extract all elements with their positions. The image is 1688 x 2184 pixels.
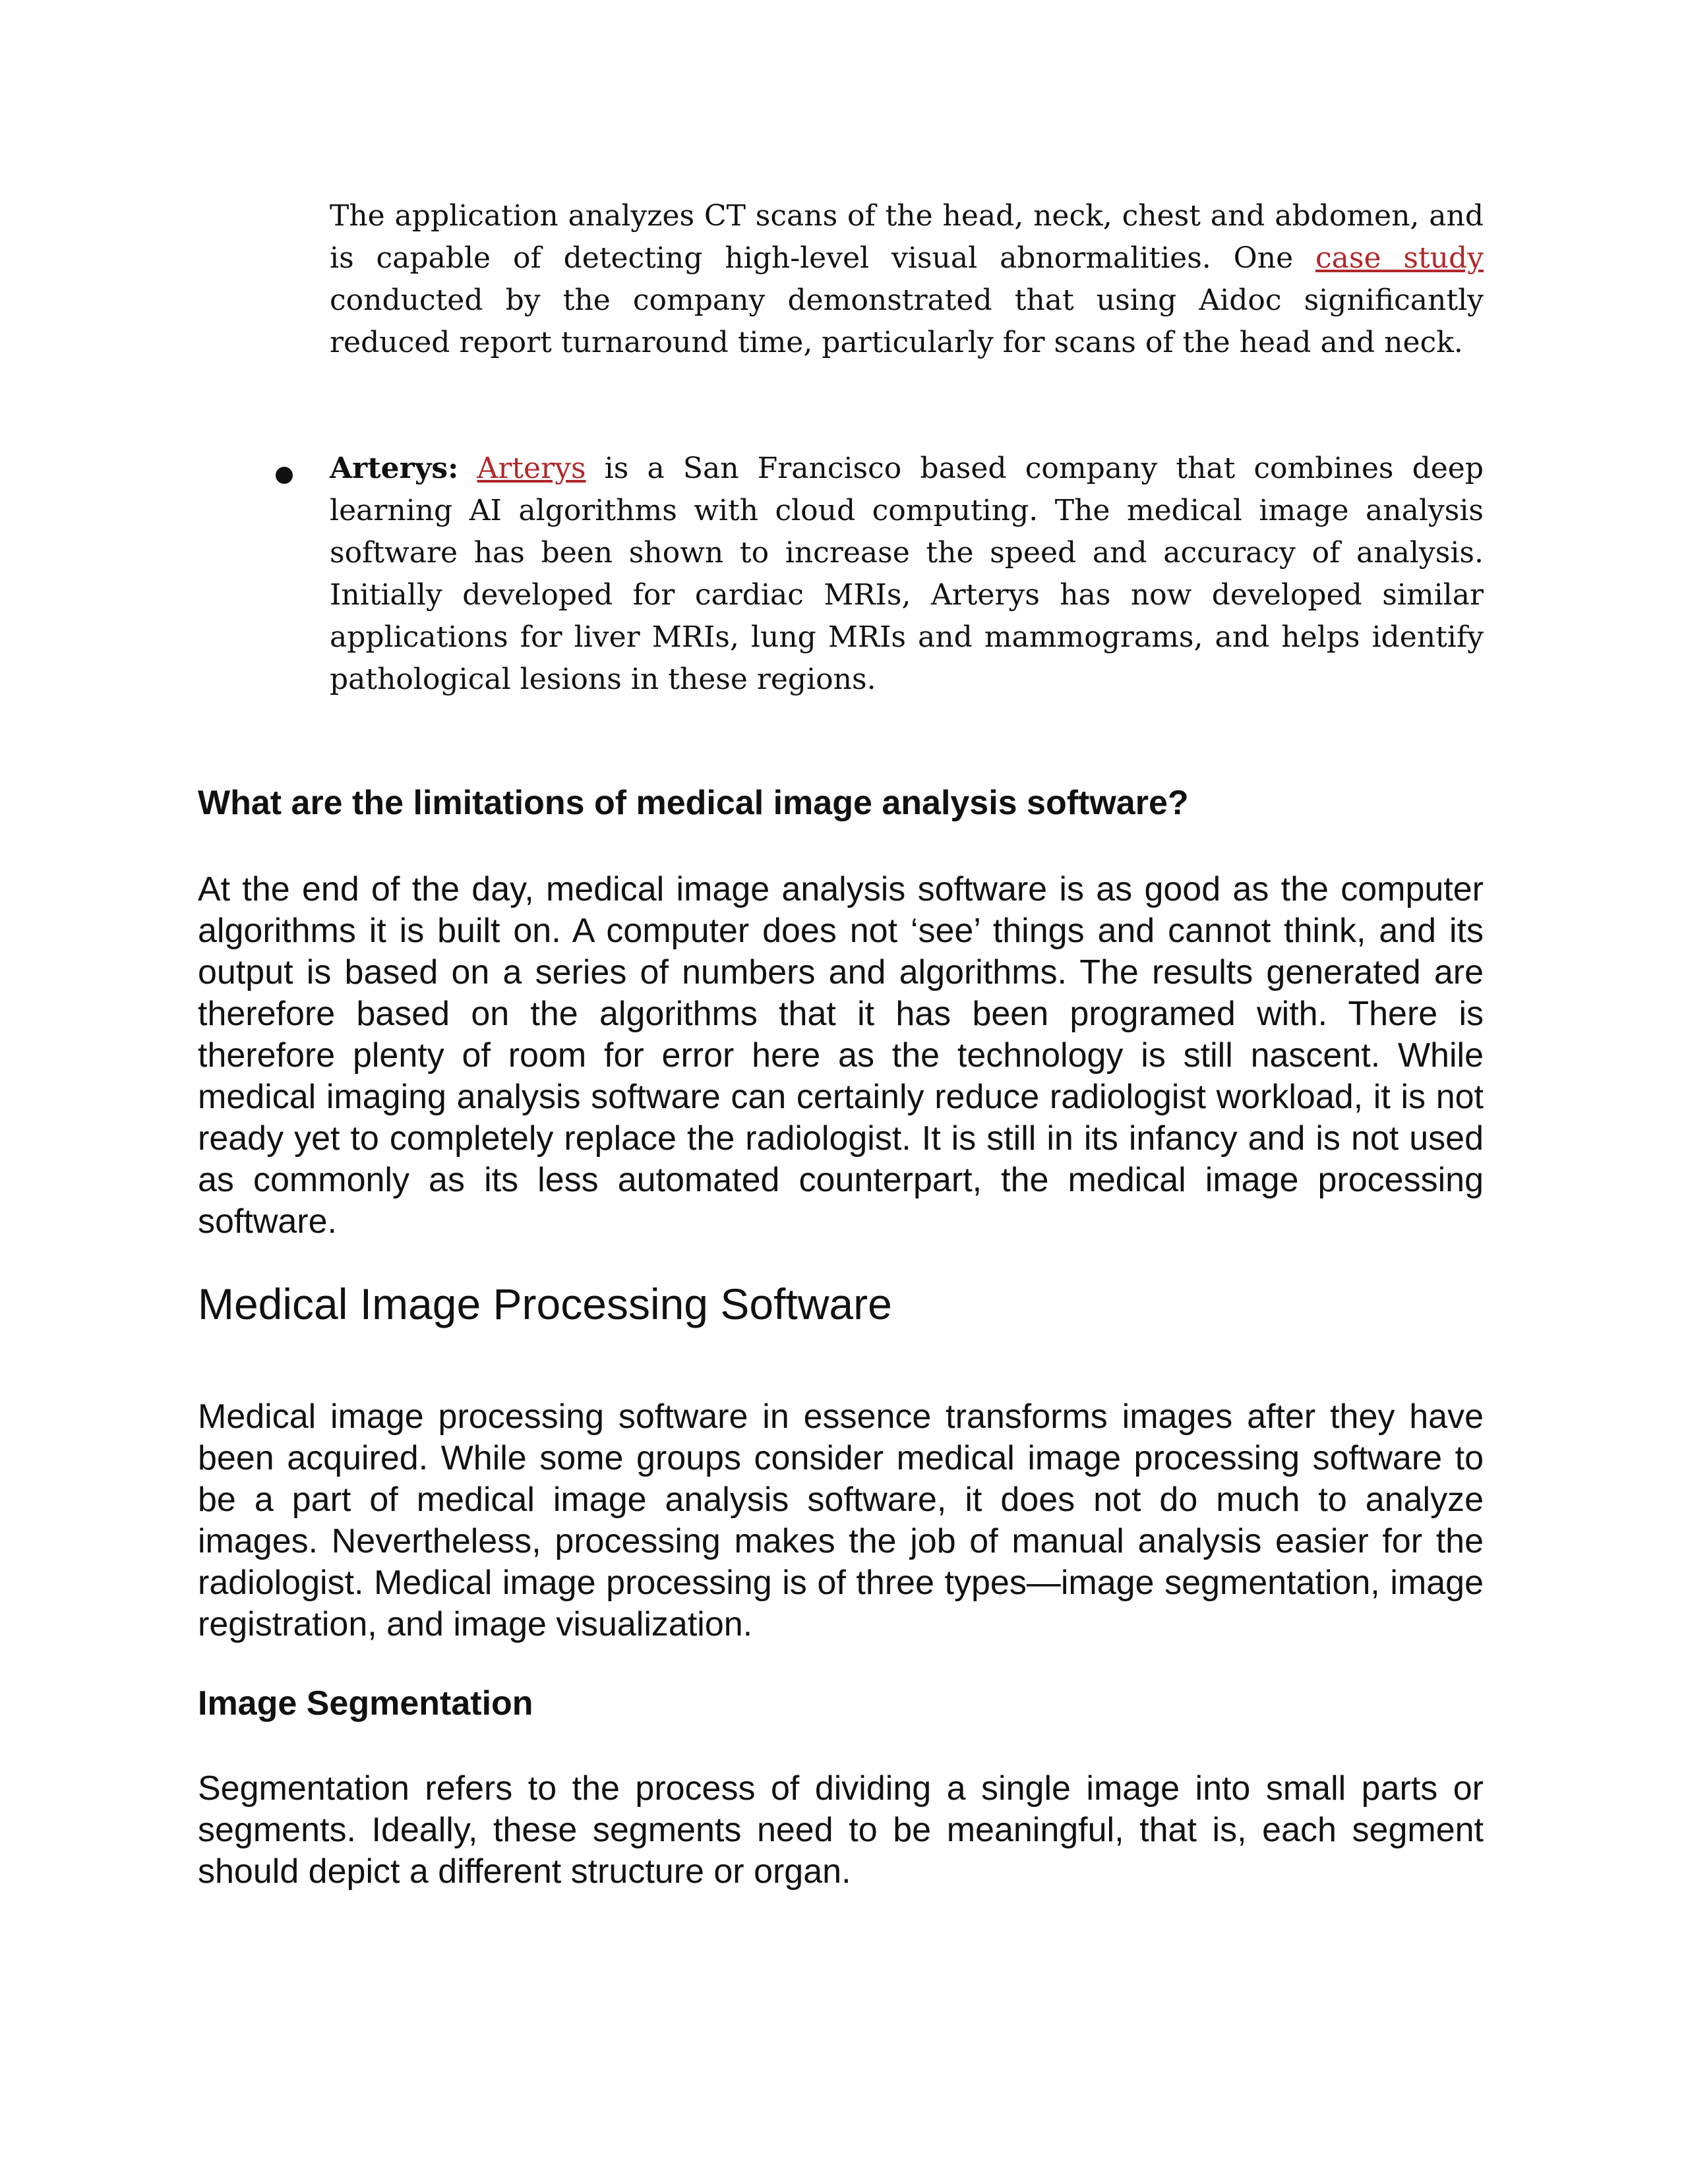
- processing-heading: Medical Image Processing Software: [198, 1280, 892, 1328]
- arterys-term: Arterys:: [330, 452, 459, 485]
- case-study-link[interactable]: case study: [1315, 241, 1484, 275]
- processing-paragraph: Medical image processing software in essence transforms images after they have been acquired. While some groups consider medical image processing software to be a part of medical image analysis software, it does not do much to analyze images. Nevertheless, processing makes the job of manual analysis easier for the radiologist. Medical image processing is of three types—image segmentation, image registration, and image visualization.: [198, 1398, 1484, 1643]
- bullet-icon: [276, 467, 293, 484]
- segmentation-heading: Image Segmentation: [198, 1684, 533, 1723]
- limitations-heading: What are the limitations of medical image analysis software?: [198, 784, 1189, 822]
- arterys-list-item: [330, 448, 1484, 701]
- segmentation-paragraph: Segmentation refers to the process of dividing a single image into small parts or segments. Ideally, these segments need to be meaningful, that is, each segment should depict a different structure or organ.: [198, 1769, 1484, 1891]
- limitations-paragraph: At the end of the day, medical image analysis software is as good as the computer algorithms it is built on. A computer does not ‘see’ things and cannot think, and its output is based on a series of numbers and algorithms. The results generated are therefore based on the algorithms that it has been programed with. There is therefore plenty of room for error here as the technology is still nascent. While medical imaging analysis software can certainly reduce radiologist workload, it is not ready yet to completely replace the radiologist. It is still in its infancy and is not used as commonly as its less automated counterpart, the medical image processing software.: [198, 870, 1484, 1241]
- aidoc-text-end: conducted by the company demonstrated that using Aidoc significantly reduced report turnaround time, particularly for scans of the head and neck.: [330, 283, 1484, 359]
- aidoc-text-start: The application analyzes CT scans of the head, neck, chest and abdomen, and is capable of detecting high-level visual abnormalities. One: [330, 199, 1484, 275]
- aidoc-paragraph: [330, 195, 1484, 364]
- arterys-description: is a San Francisco based company that combines deep learning AI algorithms with cloud computing. The medical image analysis software has been shown to increase the speed and accuracy of analysis. Initially developed for cardiac MRIs, Arterys has now developed similar applications for liver MRIs, lung MRIs and mammograms, and helps identify pathological lesions in these regions.: [330, 452, 1484, 696]
- arterys-link[interactable]: Arterys: [477, 452, 586, 485]
